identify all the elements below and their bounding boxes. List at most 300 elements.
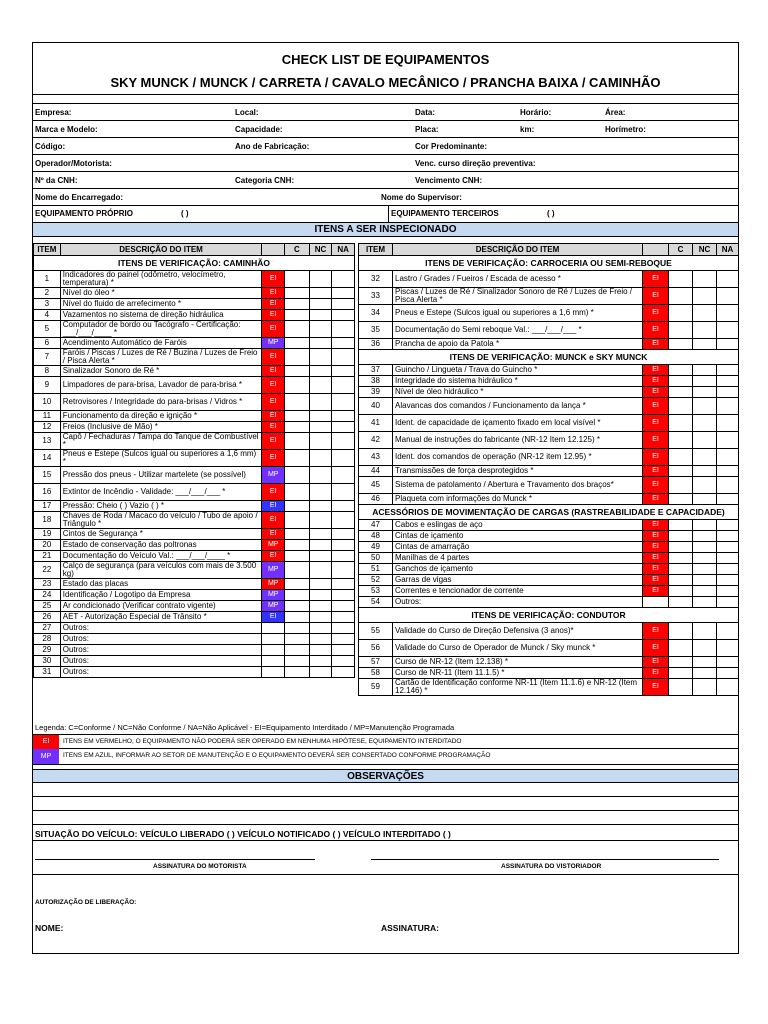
check-nc[interactable] xyxy=(693,531,717,542)
checklist-row xyxy=(34,450,355,467)
check-c[interactable] xyxy=(669,477,693,494)
check-nc[interactable] xyxy=(693,575,717,586)
item-number: 26 xyxy=(34,612,61,623)
check-c[interactable] xyxy=(669,679,693,696)
col-c: C xyxy=(285,244,310,256)
check-na[interactable] xyxy=(332,667,355,678)
check-nc[interactable] xyxy=(693,376,717,387)
check-c[interactable] xyxy=(669,322,693,339)
check-c[interactable] xyxy=(669,657,693,668)
situacao-row xyxy=(33,825,738,841)
checklist-row xyxy=(359,553,739,564)
check-nc[interactable] xyxy=(693,365,717,376)
field-cor[interactable]: Cor Predominante: xyxy=(415,142,488,151)
obs-line-1[interactable] xyxy=(33,783,738,797)
check-na[interactable] xyxy=(332,394,355,411)
check-c[interactable] xyxy=(285,512,310,529)
field-area[interactable]: Área: xyxy=(605,108,626,117)
checklist-row xyxy=(359,449,739,466)
autorizacao-label: AUTORIZAÇÃO DE LIBERAÇÃO: xyxy=(35,899,137,906)
item-number: 5 xyxy=(34,321,61,338)
item-description: Outros: xyxy=(60,645,262,656)
field-venc-curso[interactable]: Venc. curso direção preventiva: xyxy=(415,159,536,168)
check-na[interactable] xyxy=(332,288,355,299)
item-description: Garras de vigas xyxy=(393,575,643,586)
check-c[interactable] xyxy=(285,394,310,411)
check-nc[interactable] xyxy=(693,271,717,288)
check-c[interactable] xyxy=(669,387,693,398)
item-number: 51 xyxy=(359,564,393,575)
item-number: 39 xyxy=(359,387,393,398)
item-number: 22 xyxy=(34,562,61,579)
check-nc[interactable] xyxy=(693,679,717,696)
check-c[interactable] xyxy=(285,321,310,338)
situacao-text[interactable]: SITUAÇÃO DO VEÍCULO: VEÍCULO LIBERADO ( ) VEÍCULO NOTIFICADO ( ) VEÍCULO INTERDITADO ( ) xyxy=(35,829,451,839)
check-nc[interactable] xyxy=(693,477,717,494)
check-c[interactable] xyxy=(285,484,310,501)
item-number: 49 xyxy=(359,542,393,553)
check-c[interactable] xyxy=(669,623,693,640)
check-nc[interactable] xyxy=(309,349,332,366)
check-na[interactable] xyxy=(332,529,355,540)
check-na[interactable] xyxy=(332,321,355,338)
field-encarregado[interactable]: Nome do Encarregado: xyxy=(35,193,124,202)
check-nc[interactable] xyxy=(309,366,332,377)
check-nc[interactable] xyxy=(309,411,332,422)
check-c[interactable] xyxy=(669,597,693,608)
check-c[interactable] xyxy=(285,366,310,377)
check-nc[interactable] xyxy=(693,657,717,668)
field-codigo[interactable]: Código: xyxy=(35,142,66,151)
signature-row xyxy=(33,841,738,875)
check-c[interactable] xyxy=(285,562,310,579)
check-nc[interactable] xyxy=(309,433,332,450)
check-nc[interactable] xyxy=(309,590,332,601)
section-condutor xyxy=(359,608,739,623)
status-badge: EI xyxy=(643,376,669,387)
check-na[interactable] xyxy=(717,542,739,553)
check-na[interactable] xyxy=(332,366,355,377)
check-na[interactable] xyxy=(332,562,355,579)
check-na[interactable] xyxy=(717,623,739,640)
check-na[interactable] xyxy=(717,466,739,477)
status-badge: EI xyxy=(643,520,669,531)
check-na[interactable] xyxy=(717,575,739,586)
check-na[interactable] xyxy=(332,579,355,590)
item-number: 59 xyxy=(359,679,393,696)
item-description: Cabos e eslingas de aço xyxy=(393,520,643,531)
item-description: Pressão dos pneus - Utilizar martelete (se possível) xyxy=(60,467,262,484)
item-number: 54 xyxy=(359,597,393,608)
field-marca[interactable]: Marca e Modelo: xyxy=(35,125,98,134)
item-description: Prancha de apoio da Patola * xyxy=(393,339,643,350)
item-number: 32 xyxy=(359,271,393,288)
checklist-row xyxy=(359,365,739,376)
checklist-row xyxy=(34,667,355,678)
check-na[interactable] xyxy=(332,645,355,656)
checklist-row xyxy=(34,310,355,321)
check-c[interactable] xyxy=(669,305,693,322)
check-nc[interactable] xyxy=(309,467,332,484)
status-badge: MP xyxy=(262,540,285,551)
check-c[interactable] xyxy=(669,520,693,531)
check-nc[interactable] xyxy=(309,394,332,411)
check-c[interactable] xyxy=(285,667,310,678)
check-c[interactable] xyxy=(285,433,310,450)
checklist-row xyxy=(34,411,355,422)
check-nc[interactable] xyxy=(693,415,717,432)
check-na[interactable] xyxy=(717,398,739,415)
check-c[interactable] xyxy=(669,640,693,657)
check-na[interactable] xyxy=(332,590,355,601)
status-badge: EI xyxy=(262,299,285,310)
checklist-row xyxy=(359,432,739,449)
check-na[interactable] xyxy=(717,288,739,305)
check-c[interactable] xyxy=(669,466,693,477)
check-na[interactable] xyxy=(332,467,355,484)
field-local[interactable]: Local: xyxy=(235,108,259,117)
check-na[interactable] xyxy=(332,310,355,321)
status-badge: EI xyxy=(262,411,285,422)
check-nc[interactable] xyxy=(693,398,717,415)
assinatura-field[interactable]: ASSINATURA: xyxy=(381,923,439,933)
form-title: CHECK LIST DE EQUIPAMENTOS xyxy=(281,52,490,67)
field-horario[interactable]: Horário: xyxy=(520,108,552,117)
check-c[interactable] xyxy=(669,449,693,466)
check-na[interactable] xyxy=(717,668,739,679)
item-description: Ident. de capacidade de içamento fixado em local visível * xyxy=(393,415,643,432)
check-nc[interactable] xyxy=(693,542,717,553)
checklist-row xyxy=(34,579,355,590)
check-nc[interactable] xyxy=(309,321,332,338)
section-caminhao xyxy=(34,256,355,271)
checklist-row xyxy=(359,494,739,505)
check-c[interactable] xyxy=(285,601,310,612)
check-nc[interactable] xyxy=(693,466,717,477)
col-c: C xyxy=(669,244,693,256)
checklist-row xyxy=(359,657,739,668)
field-categoria[interactable]: Categoria CNH: xyxy=(235,176,295,185)
checklist-row xyxy=(359,415,739,432)
check-c[interactable] xyxy=(285,422,310,433)
check-na[interactable] xyxy=(332,484,355,501)
check-na[interactable] xyxy=(717,271,739,288)
check-nc[interactable] xyxy=(693,449,717,466)
check-nc[interactable] xyxy=(309,612,332,623)
check-na[interactable] xyxy=(332,501,355,512)
check-nc[interactable] xyxy=(693,553,717,564)
check-nc[interactable] xyxy=(693,288,717,305)
field-row-4 xyxy=(33,155,738,172)
item-number: 15 xyxy=(34,467,61,484)
field-cnh[interactable]: Nº da CNH: xyxy=(35,176,78,185)
check-nc[interactable] xyxy=(309,634,332,645)
check-na[interactable] xyxy=(332,433,355,450)
check-c[interactable] xyxy=(669,376,693,387)
check-c[interactable] xyxy=(285,623,310,634)
check-na[interactable] xyxy=(332,612,355,623)
section-caminhao-label: ITENS DE VERIFICAÇÃO: CAMINHÃO xyxy=(34,256,355,271)
field-terceiros-check[interactable]: ( ) xyxy=(547,209,555,218)
sign-line-vistoriador[interactable] xyxy=(371,859,719,860)
checklist-row xyxy=(359,623,739,640)
checklist-row xyxy=(359,597,739,608)
check-nc[interactable] xyxy=(693,586,717,597)
check-na[interactable] xyxy=(332,271,355,288)
check-na[interactable] xyxy=(717,553,739,564)
checklist-row xyxy=(359,668,739,679)
section-munck xyxy=(359,350,739,365)
check-na[interactable] xyxy=(332,450,355,467)
check-na[interactable] xyxy=(717,679,739,696)
field-empresa[interactable]: Empresa: xyxy=(35,108,72,117)
check-na[interactable] xyxy=(332,540,355,551)
check-c[interactable] xyxy=(285,540,310,551)
check-nc[interactable] xyxy=(693,564,717,575)
check-c[interactable] xyxy=(669,668,693,679)
check-c[interactable] xyxy=(669,365,693,376)
field-terceiros[interactable]: EQUIPAMENTO TERCEIROS xyxy=(391,209,499,218)
field-km[interactable]: km: xyxy=(520,125,535,134)
item-description: Guincho / Lingueta / Trava do Guincho * xyxy=(393,365,643,376)
check-nc[interactable] xyxy=(693,339,717,350)
check-nc[interactable] xyxy=(693,640,717,657)
check-c[interactable] xyxy=(669,415,693,432)
check-na[interactable] xyxy=(332,299,355,310)
check-nc[interactable] xyxy=(309,645,332,656)
check-na[interactable] xyxy=(332,512,355,529)
check-na[interactable] xyxy=(332,551,355,562)
check-nc[interactable] xyxy=(309,310,332,321)
check-nc[interactable] xyxy=(693,432,717,449)
item-description: Acendimento Automático de Faróis xyxy=(60,338,262,349)
col-na: NA xyxy=(717,244,739,256)
check-c[interactable] xyxy=(285,579,310,590)
checklist-row xyxy=(34,377,355,394)
check-nc[interactable] xyxy=(309,484,332,501)
check-c[interactable] xyxy=(669,271,693,288)
check-c[interactable] xyxy=(285,299,310,310)
check-nc[interactable] xyxy=(309,271,332,288)
check-na[interactable] xyxy=(717,415,739,432)
field-capacidade[interactable]: Capacidade: xyxy=(235,125,283,134)
check-na[interactable] xyxy=(332,422,355,433)
field-placa[interactable]: Placa: xyxy=(415,125,439,134)
check-na[interactable] xyxy=(717,305,739,322)
status-badge: EI xyxy=(262,366,285,377)
status-badge: EI xyxy=(643,398,669,415)
item-number: 55 xyxy=(359,623,393,640)
item-number: 50 xyxy=(359,553,393,564)
item-number: 34 xyxy=(359,305,393,322)
check-na[interactable] xyxy=(717,449,739,466)
check-nc[interactable] xyxy=(309,656,332,667)
check-nc[interactable] xyxy=(309,540,332,551)
check-nc[interactable] xyxy=(693,597,717,608)
item-number: 20 xyxy=(34,540,61,551)
check-c[interactable] xyxy=(669,339,693,350)
check-c[interactable] xyxy=(285,634,310,645)
field-operador[interactable]: Operador/Motorista: xyxy=(35,159,112,168)
checklist-row xyxy=(34,349,355,366)
item-description: Cintas de içamento xyxy=(393,531,643,542)
field-venc-cnh[interactable]: Vencimento CNH: xyxy=(415,176,483,185)
check-na[interactable] xyxy=(332,623,355,634)
check-c[interactable] xyxy=(285,645,310,656)
check-na[interactable] xyxy=(717,365,739,376)
check-c[interactable] xyxy=(285,271,310,288)
section-carroceria xyxy=(359,256,739,271)
check-na[interactable] xyxy=(332,377,355,394)
item-description: Retrovisores / Integridade do para-brisas / Vidros * xyxy=(60,394,262,411)
check-na[interactable] xyxy=(717,657,739,668)
obs-line-3[interactable] xyxy=(33,811,738,825)
status-badge: MP xyxy=(262,601,285,612)
item-description: Cintas de amarração xyxy=(393,542,643,553)
nome-field[interactable]: NOME: xyxy=(35,923,64,933)
check-c[interactable] xyxy=(285,411,310,422)
check-nc[interactable] xyxy=(693,668,717,679)
inspect-title: ITENS A SER INSPECIONADO xyxy=(33,223,738,237)
check-na[interactable] xyxy=(717,494,739,505)
check-nc[interactable] xyxy=(309,422,332,433)
check-nc[interactable] xyxy=(309,288,332,299)
check-na[interactable] xyxy=(717,387,739,398)
check-na[interactable] xyxy=(717,586,739,597)
checklist-row xyxy=(34,612,355,623)
item-description: Ar condicionado (Verificar contrato vigente) xyxy=(60,601,262,612)
check-c[interactable] xyxy=(285,349,310,366)
check-nc[interactable] xyxy=(693,305,717,322)
checklist-row xyxy=(34,601,355,612)
check-c[interactable] xyxy=(669,494,693,505)
check-c[interactable] xyxy=(285,551,310,562)
check-c[interactable] xyxy=(669,575,693,586)
check-c[interactable] xyxy=(669,432,693,449)
item-description: Documentação do Veículo Val.: ___/___/____ * xyxy=(60,551,262,562)
item-description: Freios (Inclusive de Mão) * xyxy=(60,422,262,433)
check-nc[interactable] xyxy=(309,551,332,562)
check-c[interactable] xyxy=(285,377,310,394)
item-description: Outros: xyxy=(60,667,262,678)
check-na[interactable] xyxy=(717,520,739,531)
col-nc: NC xyxy=(309,244,332,256)
check-c[interactable] xyxy=(285,656,310,667)
legend-ei-badge: EI xyxy=(33,735,59,749)
check-c[interactable] xyxy=(669,398,693,415)
item-number: 44 xyxy=(359,466,393,477)
status-badge: EI xyxy=(262,501,285,512)
check-nc[interactable] xyxy=(309,299,332,310)
check-na[interactable] xyxy=(717,640,739,657)
check-nc[interactable] xyxy=(309,529,332,540)
status-badge: MP xyxy=(262,562,285,579)
field-horimetro[interactable]: Horímetro: xyxy=(605,125,646,134)
check-c[interactable] xyxy=(285,310,310,321)
item-number: 41 xyxy=(359,415,393,432)
check-na[interactable] xyxy=(332,634,355,645)
check-nc[interactable] xyxy=(309,501,332,512)
check-c[interactable] xyxy=(285,590,310,601)
check-na[interactable] xyxy=(717,597,739,608)
check-nc[interactable] xyxy=(309,512,332,529)
checklist-row xyxy=(359,575,739,586)
checklist-row xyxy=(359,564,739,575)
check-nc[interactable] xyxy=(309,623,332,634)
status-badge: EI xyxy=(262,271,285,288)
check-nc[interactable] xyxy=(309,450,332,467)
item-description: Estado das placas xyxy=(60,579,262,590)
check-nc[interactable] xyxy=(309,377,332,394)
form-subtitle: SKY MUNCK / MUNCK / CARRETA / CAVALO MECÂNICO / PRANCHA BAIXA / CAMINHÃO xyxy=(33,73,738,95)
field-ano[interactable]: Ano de Fabricação: xyxy=(235,142,310,151)
check-nc[interactable] xyxy=(693,623,717,640)
section-condutor-label: ITENS DE VERIFICAÇÃO: CONDUTOR xyxy=(359,608,739,623)
check-na[interactable] xyxy=(717,339,739,350)
sign-line-motorista[interactable] xyxy=(35,859,315,860)
check-nc[interactable] xyxy=(309,667,332,678)
field-proprio-check[interactable]: ( ) xyxy=(181,209,189,218)
check-nc[interactable] xyxy=(309,579,332,590)
sign-vistoriador-label: ASSINATURA DO VISTORIADOR xyxy=(501,863,602,870)
field-supervisor[interactable]: Nome do Supervisor: xyxy=(381,193,462,202)
check-na[interactable] xyxy=(717,531,739,542)
item-number: 52 xyxy=(359,575,393,586)
check-c[interactable] xyxy=(285,529,310,540)
check-c[interactable] xyxy=(669,531,693,542)
check-na[interactable] xyxy=(717,477,739,494)
check-c[interactable] xyxy=(669,586,693,597)
check-na[interactable] xyxy=(717,564,739,575)
check-c[interactable] xyxy=(285,338,310,349)
check-nc[interactable] xyxy=(693,322,717,339)
checklist-row xyxy=(359,339,739,350)
check-c[interactable] xyxy=(669,288,693,305)
status-badge: MP xyxy=(262,467,285,484)
check-na[interactable] xyxy=(332,601,355,612)
check-c[interactable] xyxy=(285,288,310,299)
field-proprio[interactable]: EQUIPAMENTO PRÓPRIO xyxy=(35,209,133,218)
check-c[interactable] xyxy=(669,564,693,575)
check-na[interactable] xyxy=(717,376,739,387)
check-c[interactable] xyxy=(285,467,310,484)
check-na[interactable] xyxy=(332,338,355,349)
check-na[interactable] xyxy=(717,322,739,339)
check-c[interactable] xyxy=(285,450,310,467)
check-nc[interactable] xyxy=(693,520,717,531)
check-na[interactable] xyxy=(332,349,355,366)
item-description: Curso de NR-12 (Item 12.138) * xyxy=(393,657,643,668)
checklist-row xyxy=(359,271,739,288)
item-number: 48 xyxy=(359,531,393,542)
obs-line-2[interactable] xyxy=(33,797,738,811)
item-description: Estado de conservação das poltronas xyxy=(60,540,262,551)
check-na[interactable] xyxy=(332,411,355,422)
check-nc[interactable] xyxy=(309,562,332,579)
check-nc[interactable] xyxy=(693,387,717,398)
check-na[interactable] xyxy=(717,432,739,449)
checklist-row xyxy=(34,540,355,551)
check-nc[interactable] xyxy=(309,338,332,349)
check-na[interactable] xyxy=(332,656,355,667)
check-c[interactable] xyxy=(669,542,693,553)
check-nc[interactable] xyxy=(693,494,717,505)
check-c[interactable] xyxy=(669,553,693,564)
check-c[interactable] xyxy=(285,612,310,623)
check-nc[interactable] xyxy=(309,601,332,612)
field-data[interactable]: Data: xyxy=(415,108,436,117)
check-c[interactable] xyxy=(285,501,310,512)
